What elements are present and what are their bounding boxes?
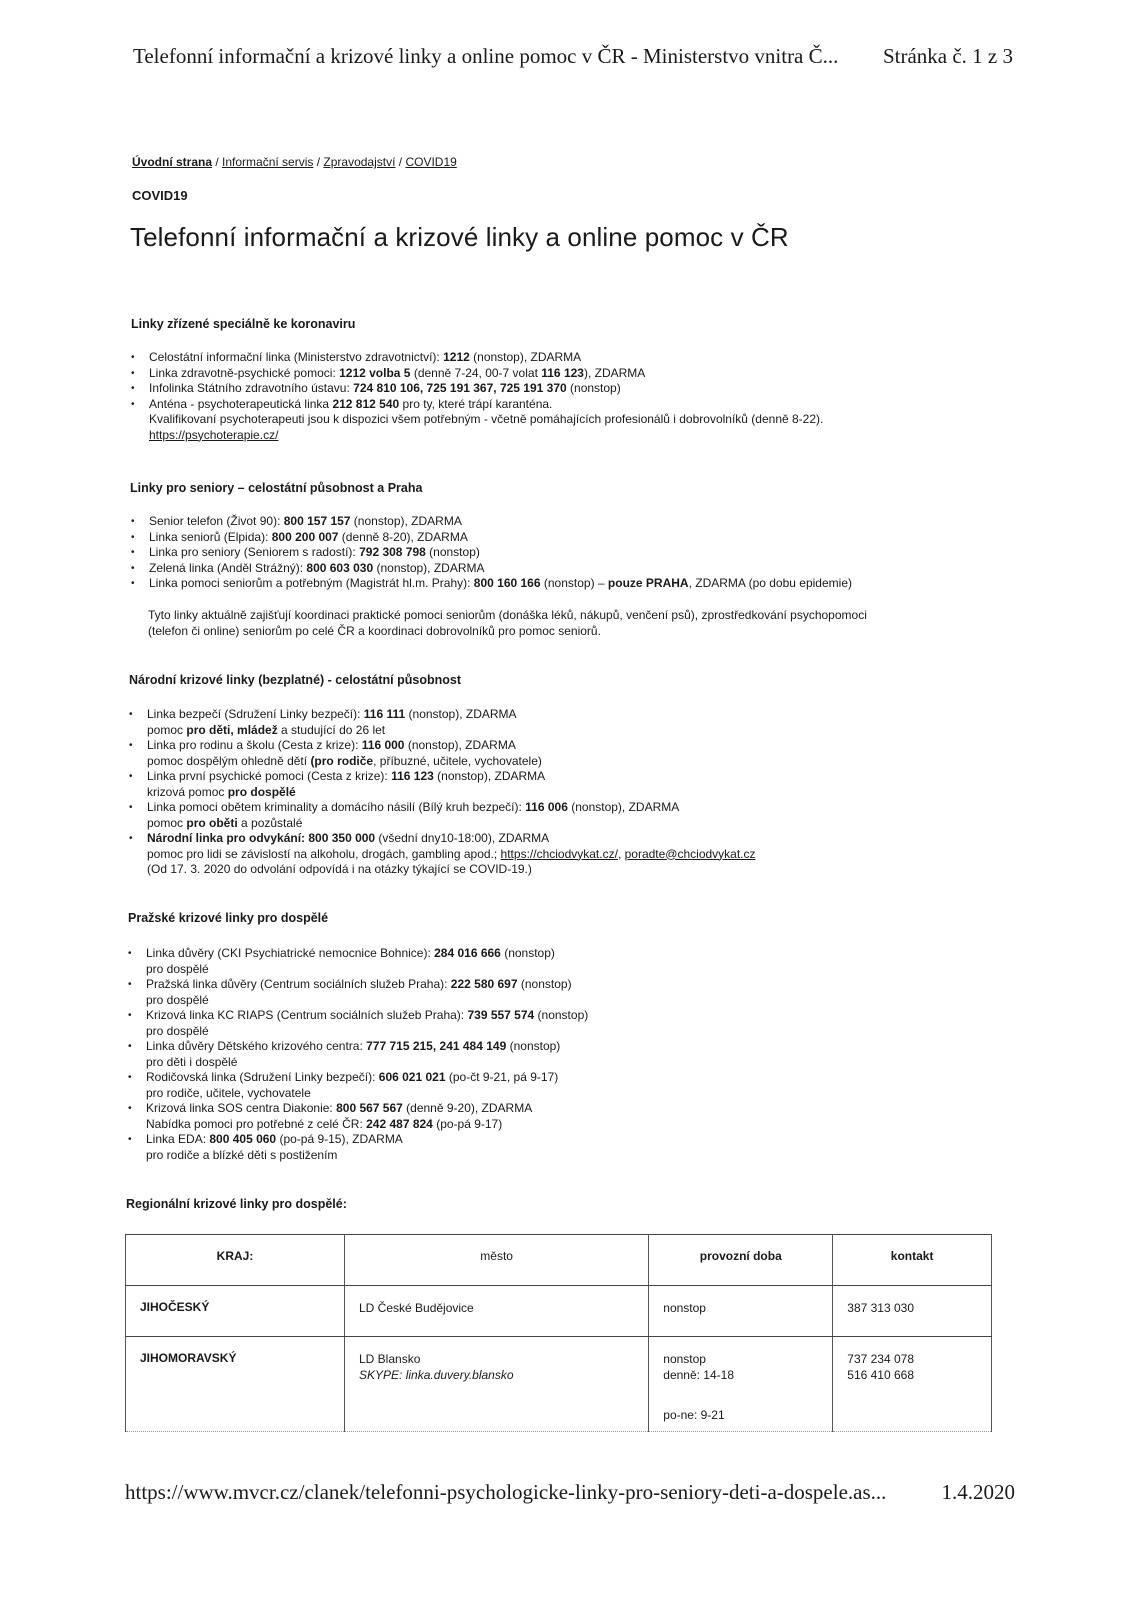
print-header — [133, 44, 1013, 69]
table-cell: JIHOČESKÝ — [126, 1286, 345, 1337]
print-date: 1.4.2020 — [941, 1480, 1015, 1504]
category-label: COVID19 — [132, 188, 188, 203]
list-item: • Pražská linka důvěry (Centrum sociálních služeb Praha): 222 580 697 (nonstop) pro dospělé — [128, 977, 588, 1008]
list-item: • Linka pomoci obětem kriminality a domácího násilí (Bílý kruh bezpečí): 116 006 (nonstop), ZDARMA pomoc pro oběti a pozůstalé — [129, 800, 756, 831]
table-header-cell: provozní doba — [649, 1235, 833, 1286]
table-header-row — [126, 1235, 992, 1286]
section-heading-coronavirus: Linky zřízené speciálně ke koronaviru — [131, 317, 356, 331]
breadcrumb-separator: / — [395, 155, 406, 169]
list-item: • Celostátní informační linka (Ministerstvo zdravotnictví): 1212 (nonstop), ZDARMA — [131, 350, 823, 366]
list-item: • Senior telefon (Život 90): 800 157 157 (nonstop), ZDARMA — [131, 514, 852, 530]
print-footer — [125, 1480, 1015, 1505]
seniors-note-line: (telefon či online) seniorům po celé ČR a koordinaci dobrovolníků pro pomoc seniorů. — [148, 623, 601, 638]
breadcrumb-news-link[interactable]: Zpravodajství — [323, 155, 396, 169]
seniors-note — [148, 608, 867, 639]
list-item: • Linka pro rodinu a školu (Cesta z krize): 116 000 (nonstop), ZDARMA pomoc dospělým ohledně dětí (pro rodiče, příbuzné, učitele, vychovatele) — [129, 738, 756, 769]
table-row — [126, 1337, 992, 1406]
section-heading-regional: Regionální krizové linky pro dospělé: — [126, 1197, 347, 1211]
chciodvykat-email-link[interactable]: poradte@chciodvykat.cz — [624, 846, 756, 861]
table-cell: nonstop — [649, 1286, 833, 1337]
table-cell: LD Blansko SKYPE: linka.duvery.blansko — [345, 1337, 649, 1406]
list-item: • Krizová linka SOS centra Diakonie: 800 567 567 (denně 9-20), ZDARMA Nabídka pomoci pro potřebné z celé ČR: 242 487 824 (po-pá 9-17) — [128, 1101, 588, 1132]
list-item: • Linka seniorů (Elpida): 800 200 007 (denně 8-20), ZDARMA — [131, 530, 852, 546]
breadcrumb-home-link[interactable]: Úvodní strana — [132, 155, 213, 169]
breadcrumb-current-link[interactable]: COVID19 — [405, 155, 457, 169]
list-item-detail: Kvalifikovaní psychoterapeuti jsou k dispozici všem potřebným - včetně pomáhajících profesionálů i dobrovolníků (denně 8-22). — [149, 412, 824, 426]
page-title: Telefonní informační a krizové linky a online pomoc v ČR — [130, 222, 789, 252]
coronavirus-lines-list — [131, 350, 823, 443]
breadcrumb-separator: / — [313, 155, 324, 169]
national-lines-list — [129, 707, 756, 878]
table-header-cell: kontakt — [833, 1235, 992, 1286]
list-item: • Linka EDA: 800 405 060 (po-pá 9-15), ZDARMA pro rodiče a blízké děti s postižením — [128, 1132, 588, 1163]
table-cell: LD České Budějovice — [345, 1286, 649, 1337]
breadcrumb-info-link[interactable]: Informační servis — [222, 155, 314, 169]
chciodvykat-link[interactable]: https://chciodvykat.cz/ — [500, 846, 618, 861]
section-heading-national: Národní krizové linky (bezplatné) - celostátní působnost — [129, 673, 461, 687]
table-cell: nonstop denně: 14-18 — [649, 1337, 833, 1406]
list-item: • Linka důvěry (CKI Psychiatrické nemocnice Bohnice): 284 016 666 (nonstop) pro dospělé — [128, 946, 588, 977]
list-item: • Linka pomoci seniorům a potřebným (Magistrát hl.m. Prahy): 800 160 166 (nonstop) – pouze PRAHA, ZDARMA (po dobu epidemie) — [131, 576, 852, 592]
table-cell: 387 313 030 — [833, 1286, 992, 1337]
table-cell — [833, 1405, 992, 1432]
list-item: • Zelená linka (Anděl Strážný): 800 603 030 (nonstop), ZDARMA — [131, 561, 852, 577]
table-header-cell: KRAJ: — [126, 1235, 345, 1286]
psychoterapie-link[interactable]: https://psychoterapie.cz/ — [149, 427, 279, 442]
list-item: • Linka pro seniory (Seniorem s radostí): 792 308 798 (nonstop) — [131, 545, 852, 561]
table-cell — [345, 1405, 649, 1432]
list-item: • Infolinka Státního zdravotního ústavu: 724 810 106, 725 191 367, 725 191 370 (nonstop) — [131, 381, 823, 397]
list-item: • Národní linka pro odvykání: 800 350 000 (všední dny10-18:00), ZDARMA pomoc pro lidi se závislostí na alkoholu, drogách, gambling apod.; https://chciodvykat.cz/, poradte@chciodvykat.cz (Od 17. 3. 2020 do odvolání odpovídá i na otázky týkající se COVID-19.) — [129, 831, 756, 878]
print-footer-url: https://www.mvcr.cz/clanek/telefonni-psychologicke-linky-pro-seniory-deti-a-dospele.as... — [125, 1480, 887, 1504]
print-header-title: Telefonní informační a krizové linky a online pomoc v ČR - Ministerstvo vnitra Č... — [133, 44, 839, 68]
regional-lines-table — [125, 1234, 992, 1432]
table-row — [126, 1286, 992, 1337]
section-heading-prague: Pražské krizové linky pro dospělé — [128, 911, 329, 925]
list-item: • Linka zdravotně-psychické pomoci: 1212 volba 5 (denně 7-24, 00-7 volat 116 123), ZDARMA — [131, 366, 823, 382]
breadcrumb-separator: / — [212, 155, 223, 169]
list-item: • Linka bezpečí (Sdružení Linky bezpečí): 116 111 (nonstop), ZDARMA pomoc pro děti, mládež a studující do 26 let — [129, 707, 756, 738]
breadcrumb — [132, 155, 457, 169]
prague-lines-list — [128, 946, 588, 1163]
table-header-cell: město — [345, 1235, 649, 1286]
table-cell: po-ne: 9-21 — [649, 1405, 833, 1432]
list-item: • Linka důvěry Dětského krizového centra: 777 715 215, 241 484 149 (nonstop) pro děti i dospělé — [128, 1039, 588, 1070]
section-heading-seniors: Linky pro seniory – celostátní působnost a Praha — [130, 481, 423, 495]
table-cell: 737 234 078 516 410 668 — [833, 1337, 992, 1406]
seniors-lines-list — [131, 514, 852, 592]
list-item: • Krizová linka KC RIAPS (Centrum sociálních služeb Praha): 739 557 574 (nonstop) pro dospělé — [128, 1008, 588, 1039]
list-item: • Anténa - psychoterapeutická linka 212 812 540 pro ty, které trápí karanténa. Kvalifikovaní psychoterapeuti jsou k dispozici všem potřebným - včetně pomáhajících profesionálů i dobrovolníků (denně 8-22). https://psychoterapie.cz/ — [131, 397, 823, 444]
list-item: • Rodičovská linka (Sdružení Linky bezpečí): 606 021 021 (po-čt 9-21, pá 9-17) pro rodiče, učitele, vychovatele — [128, 1070, 588, 1101]
table-row — [126, 1405, 992, 1432]
list-item: • Linka první psychické pomoci (Cesta z krize): 116 123 (nonstop), ZDARMA krizová pomoc pro dospělé — [129, 769, 756, 800]
table-cell — [126, 1405, 345, 1432]
table-cell: JIHOMORAVSKÝ — [126, 1337, 345, 1406]
seniors-note-line: Tyto linky aktuálně zajišťují koordinaci praktické pomoci seniorům (donáška léků, nákupů, venčení psů), zprostředkování psychopomoci — [148, 608, 867, 622]
page-number: Stránka č. 1 z 3 — [882, 44, 1013, 68]
